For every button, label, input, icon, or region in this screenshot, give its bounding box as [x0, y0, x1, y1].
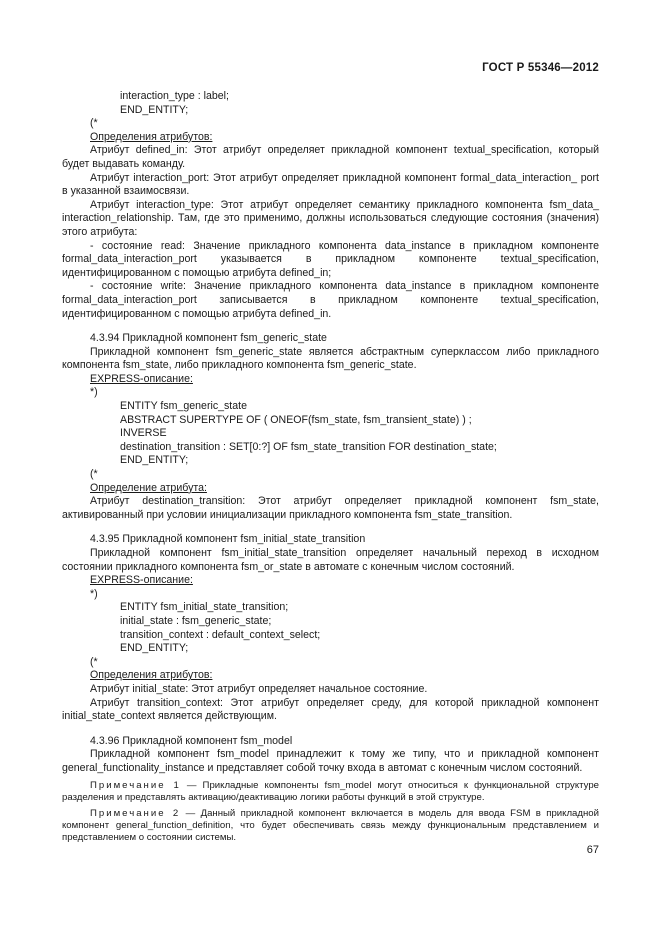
- note-label: Примечание 2: [90, 807, 181, 819]
- section-description: Прикладной компонент fsm_initial_state_transition определяет начальный переход в исходном состоянии прикладного компонента fsm_or_state в автомате с конечным числом состояний.: [62, 547, 599, 573]
- comment-open: (*: [90, 117, 98, 130]
- attributes-heading: Определение атрибута:: [90, 481, 207, 494]
- section-title-4-3-95: 4.3.95 Прикладной компонент fsm_initial_state_transition: [90, 533, 366, 546]
- attribute-definition: Атрибут defined_in: Этот атрибут определяет прикладной компонент textual_specification, который будет выдавать команду.: [62, 144, 599, 170]
- state-item: - состояние write: Значение прикладного компонента data_instance в прикладном компоненте formal_data_interaction_port записывается в прикладном компоненте textual_specification, идентифицированном с помощью атрибута defined_in.: [62, 280, 599, 320]
- note-text: — Данный прикладной компонент включается в модель для ввода FSM в прикладной компонент general_function_definition, что будет обеспечивать связь между функциональным представлением и представлением о состоянии системы.: [62, 807, 599, 844]
- code-line: ENTITY fsm_initial_state_transition;: [120, 601, 289, 614]
- attribute-definition: Атрибут interaction_type: Этот атрибут определяет семантику прикладного компонента fsm_data_ interaction_relationship. Там, где это применимо, должны использоваться следующие состояния (значения) этого атрибута:: [62, 198, 599, 238]
- express-heading: EXPRESS-описание:: [90, 372, 193, 385]
- code-line: INVERSE: [120, 427, 167, 440]
- section-title-4-3-94: 4.3.94 Прикладной компонент fsm_generic_state: [90, 332, 327, 345]
- code-line: ABSTRACT SUPERTYPE OF ( ONEOF(fsm_state, fsm_transient_state) ) ;: [120, 413, 472, 426]
- express-heading: EXPRESS-описание:: [90, 574, 193, 587]
- code-line: END_ENTITY;: [120, 454, 189, 467]
- note-1: [62, 780, 599, 804]
- code-line: destination_transition : SET[0:?] OF fsm_state_transition FOR destination_state;: [120, 440, 497, 453]
- code-line: END_ENTITY;: [120, 642, 189, 655]
- attribute-definition: Атрибут destination_transition: Этот атрибут определяет прикладной компонент fsm_state, активированный при условии инициализации прикладного компонента fsm_state_transition.: [62, 495, 599, 521]
- note-2: [62, 808, 599, 845]
- standard-header: ГОСТ Р 55346—2012: [482, 62, 599, 74]
- attribute-definition: Атрибут interaction_port: Этот атрибут определяет прикладной компонент formal_data_interaction_ port в указанной взаимосвязи.: [62, 171, 599, 198]
- comment-close: *): [90, 386, 98, 399]
- state-item: - состояние read: Значение прикладного компонента data_instance в прикладном компоненте formal_data_interaction_port указывается в прикладном компоненте textual_specification, идентифицированном с помощью атрибута defined_in;: [62, 239, 599, 279]
- code-line: transition_context : default_context_select;: [120, 628, 321, 641]
- section-description: Прикладной компонент fsm_generic_state является абстрактным суперклассом либо прикладного компонента fsm_state, либо прикладного компонента fsm_generic_state.: [62, 345, 599, 372]
- page-content: [62, 90, 599, 845]
- attributes-heading: Определения атрибутов:: [90, 669, 213, 682]
- comment-open: (*: [90, 468, 98, 481]
- section-description: Прикладной компонент fsm_model принадлежит к тому же типу, что и прикладной компонент general_functionality_instance и представляет собой точку входа в автомат с конечным числом состояний.: [62, 748, 599, 774]
- comment-open: (*: [90, 655, 98, 668]
- attribute-definition: Атрибут initial_state: Этот атрибут определяет начальное состояние.: [90, 682, 428, 695]
- page-number: 67: [586, 844, 599, 856]
- code-line: initial_state : fsm_generic_state;: [120, 614, 272, 627]
- code-line: END_ENTITY;: [120, 103, 189, 116]
- note-text: — Прикладные компоненты fsm_model могут относиться к функциональной структуре разделения и представлять активацию/деактивацию логики работы функций в этой структуре.: [62, 779, 599, 803]
- comment-close: *): [90, 587, 98, 600]
- code-line: interaction_type : label;: [120, 90, 229, 102]
- note-label: Примечание 1: [90, 779, 181, 791]
- section-title-4-3-96: 4.3.96 Прикладной компонент fsm_model: [90, 734, 293, 747]
- code-line: ENTITY fsm_generic_state: [120, 400, 247, 413]
- attributes-heading: Определения атрибутов:: [90, 130, 213, 143]
- attribute-definition: Атрибут transition_context: Этот атрибут определяет среду, для которой прикладной компонент initial_state_context является действующим.: [62, 696, 599, 723]
